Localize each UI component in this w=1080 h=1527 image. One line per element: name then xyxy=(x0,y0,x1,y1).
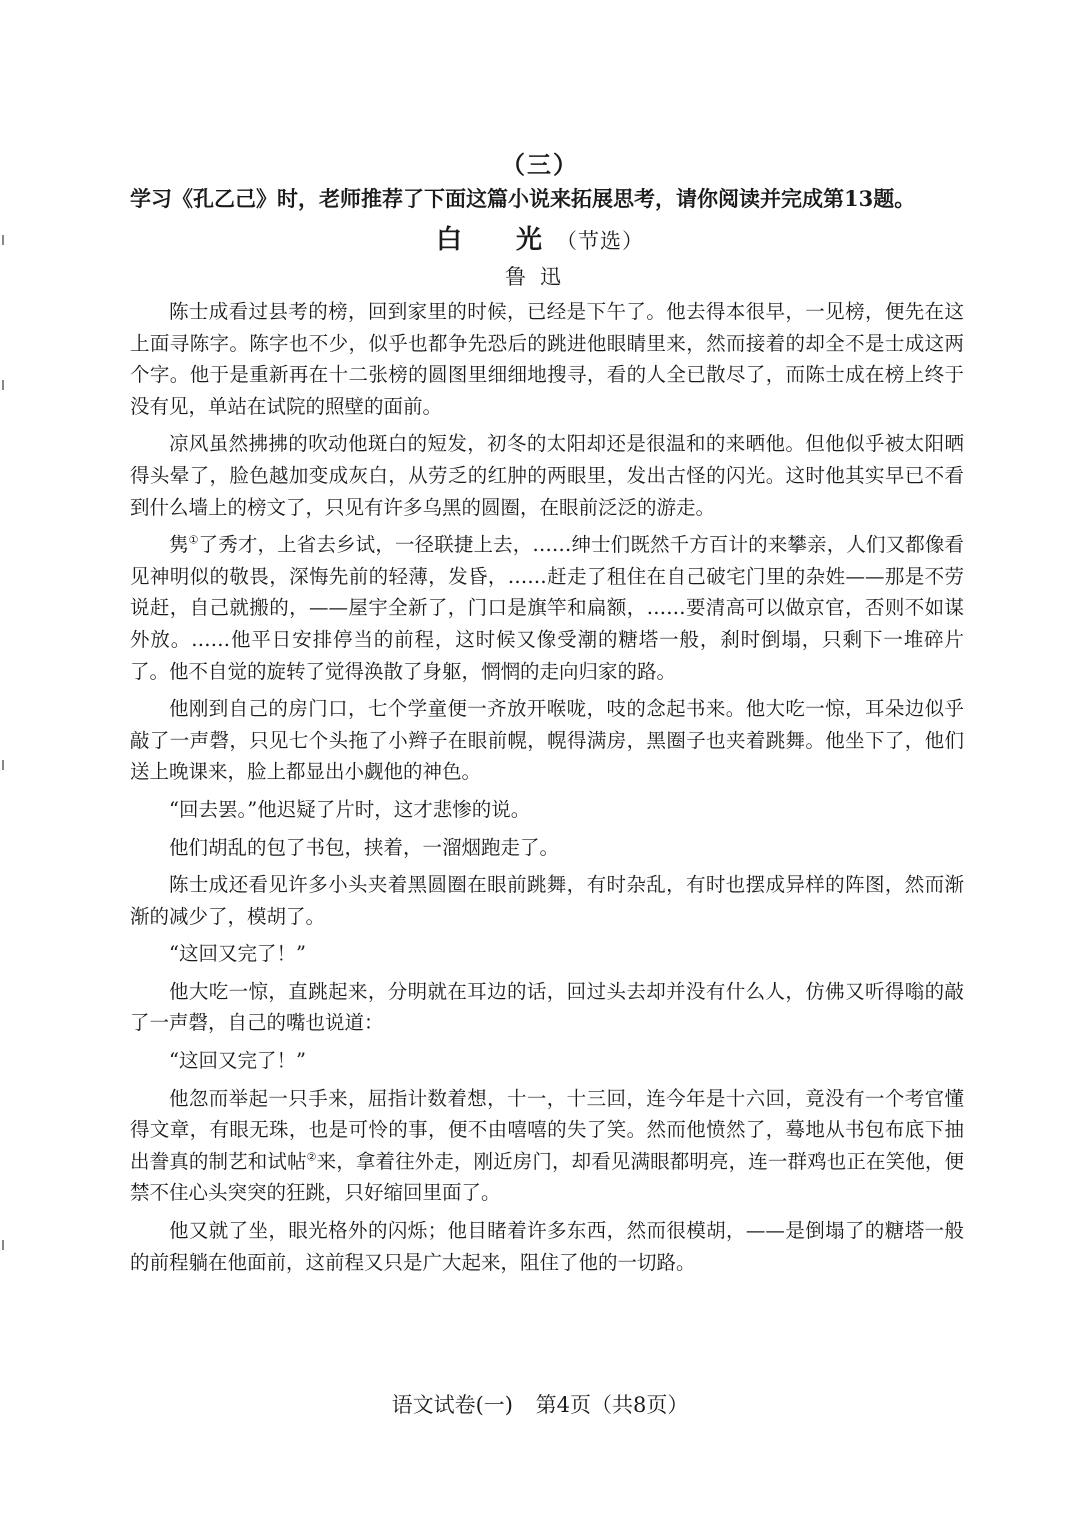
footnote-mark: ① xyxy=(188,533,199,547)
paragraph: 陈士成看过县考的榜，回到家里的时候，已经是下午了。他去得本很早，一见榜，便先在这上面寻陈字。陈字也不少，似乎也都争先恐后的跳进他眼睛里来，然而接着的却全不是士成这两个字。他于是重新再在十二张榜的圆图里细细地搜寻，看的人全已散尽了，而陈士成在榜上终于没有见，单站在试院的照壁的面前。 xyxy=(130,300,964,418)
paragraph-text: 隽 xyxy=(169,533,189,557)
paragraph-text: 他忽而举起一只手来，屈指计数着想，十一，十三回，连今年是十六回，竟没有一个考官懂得文章，有眼无珠，也是可怜的事，便不由嘻嘻的失了笑。然而他愤然了，蓦地从书包布底下抽出誊真的制艺和试帖 xyxy=(130,1086,964,1173)
binding-mark xyxy=(2,760,4,770)
paragraph-text: 了秀才，上省去乡试，一径联捷上去，……绅士们既然千方百计的来攀亲，人们又都像看见神明似的敬畏，深悔先前的轻薄，发昏，……赶走了租住在自己破宅门里的杂姓——那是不劳说赶，自己就搬的，——屋宇全新了，门口是旗竿和扁额，……要清高可以做京官，否则不如谋外放。……他平日安排停当的前程，这时候又像受潮的糖塔一般，刹时倒塌，只剩下一堆碎片了。他不自觉的旋转了觉得涣散了身躯，惘惘的走向归家的路。 xyxy=(130,533,964,683)
story-body xyxy=(130,296,964,1284)
page-footer xyxy=(0,1390,1080,1420)
paragraph-text: 来，拿着往外走，刚近房门，却看见满眼都明亮，连一群鸡也正在笑他，便禁不住心头突突的狂跳，只好缩回里面了。 xyxy=(130,1149,964,1205)
paragraph xyxy=(130,1083,964,1209)
paragraph: 陈士成还看见许多小头夹着黑圆圈在眼前跳舞，有时杂乱，有时也摆成异样的阵图，然而渐渐的减少了，模胡了。 xyxy=(130,873,964,928)
paragraph: 他们胡乱的包了书包，挟着，一溜烟跑走了。 xyxy=(169,835,560,859)
story-author: 鲁迅 xyxy=(505,265,575,289)
paper-name: 语文试卷(一) xyxy=(391,1393,513,1417)
page-number: 第4页（共8页） xyxy=(535,1393,689,1417)
paragraph: “回去罢。”他迟疑了片时，这才悲惨的说。 xyxy=(169,797,531,821)
paragraph: 凉风虽然拂拂的吹动他斑白的短发，初冬的太阳却还是很温和的来晒他。但他似乎被太阳晒得头晕了，脸色越加变成灰白，从劳乏的红肿的两眼里，发出古怪的闪光。这时他其实早已不看到什么墙上的榜文了，只见有许多乌黑的圆圈，在眼前泛泛的游走。 xyxy=(130,432,964,519)
story-subtitle: （节选） xyxy=(556,229,644,253)
paragraph xyxy=(130,529,964,687)
question-intro: 学习《孔乙己》时，老师推荐了下面这篇小说来拓展思考，请你阅读并完成第13题。 xyxy=(130,186,916,211)
paragraph: 他又就了坐，眼光格外的闪烁；他目睹着许多东西，然而很模胡，——是倒塌了的糖塔一般的前程躺在他面前，这前程又只是广大起来，阻住了他的一切路。 xyxy=(130,1219,964,1274)
paragraph: 他刚到自己的房门口，七个学童便一齐放开喉咙，吱的念起书来。他大吃一惊，耳朵边似乎敲了一声磬，只见七个头拖了小辫子在眼前幌，幌得满房，黑圈子也夹着跳舞。他坐下了，他们送上晚课来，脸上都显出小觑他的神色。 xyxy=(130,697,964,784)
story-title-line xyxy=(0,222,1080,260)
binding-mark xyxy=(2,380,4,390)
paragraph: “这回又完了！” xyxy=(169,942,306,966)
footnote-mark: ② xyxy=(306,1150,317,1164)
story-title: 白 光 xyxy=(435,225,556,255)
section-number: （三） xyxy=(501,150,579,179)
paragraph: 他大吃一惊，直跳起来，分明就在耳边的话，回过头去却并没有什么人，仿佛又听得嗡的敲了一声磬，自己的嘴也说道： xyxy=(130,979,964,1035)
binding-mark xyxy=(2,1240,4,1250)
paragraph: “这回又完了！” xyxy=(169,1049,306,1073)
